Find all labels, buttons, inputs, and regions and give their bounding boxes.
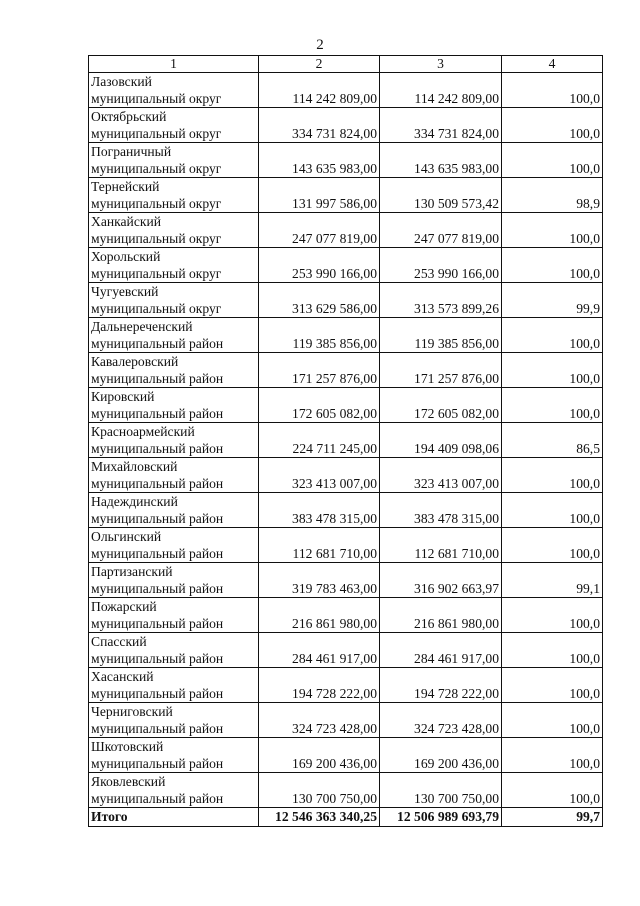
execution-percent: 100,0	[502, 213, 603, 248]
municipality-name-line-1: Кавалеровский	[91, 354, 179, 369]
execution-percent: 98,9	[502, 178, 603, 213]
municipality-name-line-1: Черниговский	[91, 704, 173, 719]
planned-amount: 172 605 082,00	[259, 388, 380, 423]
table-row	[89, 773, 603, 808]
execution-percent: 100,0	[502, 73, 603, 108]
table-row	[89, 423, 603, 458]
municipality-name	[89, 528, 259, 563]
actual-amount: 194 728 222,00	[380, 668, 502, 703]
table-row	[89, 388, 603, 423]
table-row	[89, 178, 603, 213]
planned-amount: 131 997 586,00	[259, 178, 380, 213]
planned-amount: 284 461 917,00	[259, 633, 380, 668]
execution-percent: 100,0	[502, 318, 603, 353]
municipality-name	[89, 353, 259, 388]
municipality-name	[89, 423, 259, 458]
planned-amount: 114 242 809,00	[259, 73, 380, 108]
municipality-name-line-1: Пожарский	[91, 599, 157, 614]
municipality-name-line-1: Октябрьский	[91, 109, 167, 124]
municipality-name-line-1: Лазовский	[91, 74, 152, 89]
table-body	[89, 73, 603, 808]
municipality-name	[89, 703, 259, 738]
table-footer	[89, 808, 603, 827]
header-col-4: 4	[502, 56, 603, 73]
actual-amount: 194 409 098,06	[380, 423, 502, 458]
planned-amount: 216 861 980,00	[259, 598, 380, 633]
planned-amount: 324 723 428,00	[259, 703, 380, 738]
table-row	[89, 213, 603, 248]
planned-amount: 119 385 856,00	[259, 318, 380, 353]
total-label: Итого	[89, 808, 259, 827]
municipality-name-line-2: муниципальный район	[91, 756, 224, 771]
municipality-name	[89, 73, 259, 108]
municipality-name-line-2: муниципальный район	[91, 546, 224, 561]
municipality-name	[89, 668, 259, 703]
municipality-name	[89, 633, 259, 668]
municipality-name-line-1: Хасанский	[91, 669, 154, 684]
table-row	[89, 563, 603, 598]
municipality-name-line-2: муниципальный район	[91, 511, 224, 526]
execution-percent: 100,0	[502, 773, 603, 808]
municipality-name	[89, 108, 259, 143]
municipality-name-line-2: муниципальный район	[91, 651, 224, 666]
table-header	[89, 56, 603, 73]
municipality-name-line-1: Чугуевский	[91, 284, 159, 299]
execution-percent: 100,0	[502, 528, 603, 563]
municipality-name-line-2: муниципальный округ	[91, 301, 222, 316]
table-row	[89, 528, 603, 563]
total-planned: 12 546 363 340,25	[259, 808, 380, 827]
municipality-name	[89, 388, 259, 423]
municipality-name	[89, 773, 259, 808]
budget-table	[88, 55, 603, 827]
execution-percent: 100,0	[502, 108, 603, 143]
execution-percent: 100,0	[502, 703, 603, 738]
municipality-name-line-1: Тернейский	[91, 179, 160, 194]
planned-amount: 383 478 315,00	[259, 493, 380, 528]
execution-percent: 100,0	[502, 493, 603, 528]
planned-amount: 334 731 824,00	[259, 108, 380, 143]
municipality-name-line-1: Спасский	[91, 634, 147, 649]
municipality-name-line-2: муниципальный район	[91, 406, 224, 421]
actual-amount: 130 509 573,42	[380, 178, 502, 213]
actual-amount: 253 990 166,00	[380, 248, 502, 283]
municipality-name-line-1: Ханкайский	[91, 214, 162, 229]
municipality-name-line-1: Дальнереченский	[91, 319, 193, 334]
table-row	[89, 353, 603, 388]
planned-amount: 224 711 245,00	[259, 423, 380, 458]
municipality-name-line-1: Пограничный	[91, 144, 172, 159]
municipality-name-line-1: Михайловский	[91, 459, 178, 474]
table-row	[89, 738, 603, 773]
municipality-name-line-2: муниципальный округ	[91, 91, 222, 106]
execution-percent: 100,0	[502, 248, 603, 283]
municipality-name-line-2: муниципальный округ	[91, 126, 222, 141]
municipality-name	[89, 283, 259, 318]
page-number: 2	[316, 37, 324, 53]
municipality-name-line-1: Надеждинский	[91, 494, 178, 509]
actual-amount: 247 077 819,00	[380, 213, 502, 248]
planned-amount: 130 700 750,00	[259, 773, 380, 808]
table-row	[89, 248, 603, 283]
municipality-name	[89, 493, 259, 528]
municipality-name-line-1: Хорольский	[91, 249, 161, 264]
municipality-name-line-2: муниципальный район	[91, 616, 224, 631]
municipality-name	[89, 458, 259, 493]
actual-amount: 284 461 917,00	[380, 633, 502, 668]
execution-percent: 100,0	[502, 353, 603, 388]
municipality-name-line-2: муниципальный район	[91, 581, 224, 596]
actual-amount: 112 681 710,00	[380, 528, 502, 563]
actual-amount: 130 700 750,00	[380, 773, 502, 808]
execution-percent: 100,0	[502, 633, 603, 668]
execution-percent: 100,0	[502, 458, 603, 493]
table-row	[89, 493, 603, 528]
municipality-name-line-2: муниципальный район	[91, 441, 224, 456]
actual-amount: 172 605 082,00	[380, 388, 502, 423]
planned-amount: 313 629 586,00	[259, 283, 380, 318]
planned-amount: 253 990 166,00	[259, 248, 380, 283]
municipality-name	[89, 563, 259, 598]
municipality-name	[89, 738, 259, 773]
municipality-name-line-2: муниципальный район	[91, 371, 224, 386]
execution-percent: 100,0	[502, 598, 603, 633]
municipality-name-line-1: Партизанский	[91, 564, 173, 579]
table-row	[89, 703, 603, 738]
municipality-name-line-1: Ольгинский	[91, 529, 162, 544]
municipality-name-line-2: муниципальный округ	[91, 161, 222, 176]
planned-amount: 171 257 876,00	[259, 353, 380, 388]
municipality-name-line-2: муниципальный район	[91, 476, 224, 491]
municipality-name-line-2: муниципальный район	[91, 791, 224, 806]
municipality-name-line-1: Яковлевский	[91, 774, 166, 789]
table-row	[89, 143, 603, 178]
municipality-name-line-2: муниципальный округ	[91, 231, 222, 246]
table-row	[89, 598, 603, 633]
actual-amount: 324 723 428,00	[380, 703, 502, 738]
municipality-name-line-1: Шкотовский	[91, 739, 164, 754]
header-col-3: 3	[380, 56, 502, 73]
table-row	[89, 633, 603, 668]
actual-amount: 383 478 315,00	[380, 493, 502, 528]
actual-amount: 313 573 899,26	[380, 283, 502, 318]
actual-amount: 316 902 663,97	[380, 563, 502, 598]
municipality-name-line-2: муниципальный район	[91, 686, 224, 701]
municipality-name-line-1: Кировский	[91, 389, 155, 404]
municipality-name	[89, 598, 259, 633]
execution-percent: 99,1	[502, 563, 603, 598]
header-col-2: 2	[259, 56, 380, 73]
planned-amount: 323 413 007,00	[259, 458, 380, 493]
header-col-1: 1	[89, 56, 259, 73]
planned-amount: 194 728 222,00	[259, 668, 380, 703]
table-row	[89, 458, 603, 493]
planned-amount: 169 200 436,00	[259, 738, 380, 773]
actual-amount: 114 242 809,00	[380, 73, 502, 108]
municipality-name-line-2: муниципальный округ	[91, 266, 222, 281]
table-row	[89, 318, 603, 353]
municipality-name	[89, 143, 259, 178]
municipality-name-line-2: муниципальный район	[91, 721, 224, 736]
actual-amount: 171 257 876,00	[380, 353, 502, 388]
actual-amount: 216 861 980,00	[380, 598, 502, 633]
actual-amount: 323 413 007,00	[380, 458, 502, 493]
table-row	[89, 283, 603, 318]
execution-percent: 100,0	[502, 143, 603, 178]
execution-percent: 100,0	[502, 388, 603, 423]
actual-amount: 119 385 856,00	[380, 318, 502, 353]
execution-percent: 86,5	[502, 423, 603, 458]
header-row	[89, 56, 603, 73]
actual-amount: 143 635 983,00	[380, 143, 502, 178]
planned-amount: 319 783 463,00	[259, 563, 380, 598]
planned-amount: 143 635 983,00	[259, 143, 380, 178]
municipality-name-line-1: Красноармейский	[91, 424, 195, 439]
total-row	[89, 808, 603, 827]
municipality-name-line-2: муниципальный район	[91, 336, 224, 351]
actual-amount: 334 731 824,00	[380, 108, 502, 143]
municipality-name	[89, 178, 259, 213]
execution-percent: 100,0	[502, 668, 603, 703]
table-row	[89, 668, 603, 703]
municipality-name	[89, 248, 259, 283]
planned-amount: 247 077 819,00	[259, 213, 380, 248]
table-row	[89, 108, 603, 143]
planned-amount: 112 681 710,00	[259, 528, 380, 563]
municipality-name-line-2: муниципальный округ	[91, 196, 222, 211]
municipality-name	[89, 213, 259, 248]
actual-amount: 169 200 436,00	[380, 738, 502, 773]
execution-percent: 99,9	[502, 283, 603, 318]
execution-percent: 100,0	[502, 738, 603, 773]
total-actual: 12 506 989 693,79	[380, 808, 502, 827]
municipality-name	[89, 318, 259, 353]
total-percent: 99,7	[502, 808, 603, 827]
table-row	[89, 73, 603, 108]
